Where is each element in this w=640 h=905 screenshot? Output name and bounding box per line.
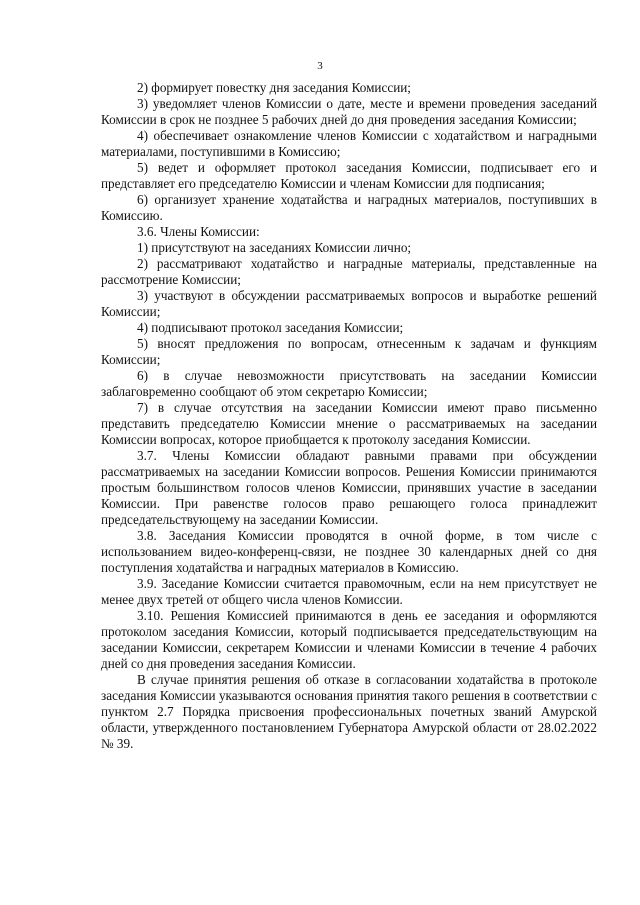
paragraph-item-5: 5) ведет и оформляет протокол заседания Комиссии, подписывает его и представляет его председателю Комиссии и членам Комиссии для подписания; xyxy=(101,160,597,191)
page-number: 3 xyxy=(317,60,323,72)
paragraph-member-6: 6) в случае невозможности присутствовать на заседании Комиссии заблаговременно сообщают об этом секретарю Комиссии; xyxy=(101,368,597,399)
paragraph-member-3: 3) участвуют в обсуждении рассматриваемых вопросов и выработке решений Комиссии; xyxy=(101,288,597,319)
paragraph-member-4: 4) подписывают протокол заседания Комиссии; xyxy=(137,320,404,335)
document-body xyxy=(101,80,597,752)
paragraph-member-5: 5) вносят предложения по вопросам, отнесенным к задачам и функциям Комиссии; xyxy=(101,336,597,367)
paragraph-item-2: 2) формирует повестку дня заседания Комиссии; xyxy=(137,80,411,95)
section-heading-3-6: 3.6. Члены Комиссии: xyxy=(137,224,260,239)
paragraph-3-7: 3.7. Члены Комиссии обладают равными правами при обсуждении рассматриваемых на заседании Комиссии вопросов. Решения Комиссии принимаются простым большинством голосов членов Комиссии, принявших участие в заседании Комиссии. При равенстве голосов право решающего голоса принадлежит председательствующему на заседании Комиссии. xyxy=(101,448,597,527)
paragraph-item-6: 6) организует хранение ходатайства и наградных материалов, поступивших в Комиссию. xyxy=(101,192,597,223)
paragraph-3-10: 3.10. Решения Комиссией принимаются в день ее заседания и оформляются протоколом заседания Комиссии, который подписывается председательствующим на заседании Комиссии, секретарем Комиссии и членами Комиссии в течение 4 рабочих дней со дня проведения заседания Комиссии. xyxy=(101,608,597,671)
paragraph-item-3: 3) уведомляет членов Комиссии о дате, месте и времени проведения заседаний Комиссии в срок не позднее 5 рабочих дней до дня проведения заседания Комиссии; xyxy=(101,96,597,127)
paragraph-refusal: В случае принятия решения об отказе в согласовании ходатайства в протоколе заседания Комиссии указываются основания принятия такого решения в соответствии с пунктом 2.7 Порядка присвоения профессиональных почетных званий Амурской области, утвержденного постановлением Губернатора Амурской области от 28.02.2022 № 39. xyxy=(101,672,597,751)
paragraph-member-2: 2) рассматривают ходатайство и наградные материалы, представленные на рассмотрение Комиссии; xyxy=(101,256,597,287)
paragraph-3-9: 3.9. Заседание Комиссии считается правомочным, если на нем присутствует не менее двух третей от общего числа членов Комиссии. xyxy=(101,576,597,607)
paragraph-member-1: 1) присутствуют на заседаниях Комиссии лично; xyxy=(137,240,412,255)
paragraph-member-7: 7) в случае отсутствия на заседании Комиссии имеют право письменно представить председателю Комиссии мнение о рассматриваемых на заседании Комиссии вопросах, которое приобщается к протоколу заседания Комиссии. xyxy=(101,400,597,447)
paragraph-3-8: 3.8. Заседания Комиссии проводятся в очной форме, в том числе с использованием видео-конференц-связи, не позднее 30 календарных дней со дня поступления ходатайства и наградных материалов в Комиссию. xyxy=(101,528,597,575)
paragraph-item-4: 4) обеспечивает ознакомление членов Комиссии с ходатайством и наградными материалами, поступившими в Комиссию; xyxy=(101,128,597,159)
